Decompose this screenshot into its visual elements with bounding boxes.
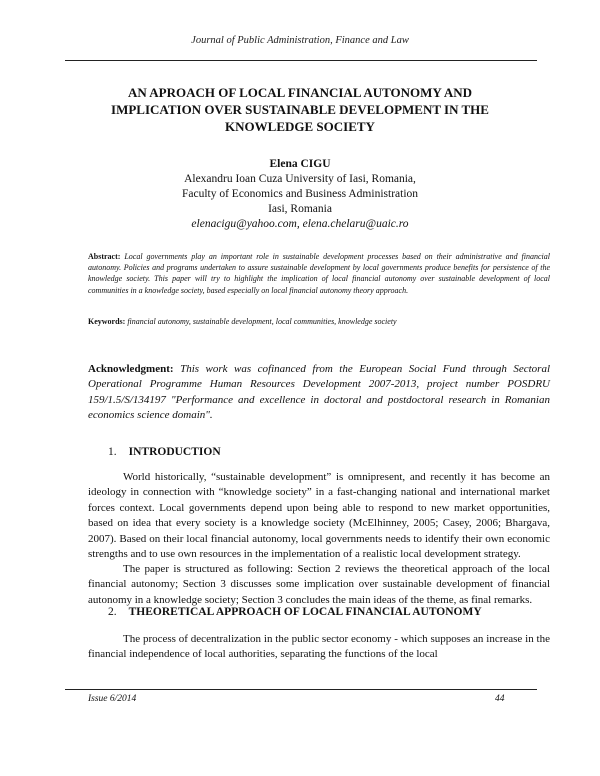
section-title: INTRODUCTION [128, 446, 221, 458]
section-number: 1. [108, 446, 117, 458]
page-number: 44 [495, 694, 505, 704]
paper-title [60, 84, 540, 135]
author-faculty: Faculty of Economics and Business Administration [181, 188, 419, 200]
author-block [0, 157, 600, 232]
journal-header: Journal of Public Administration, Finance and Law [191, 35, 409, 46]
acknowledgment-text: This work was cofinanced from the European Social Fund through Sectoral Operational Programme Human Resources Development 2007-2013, project number POSDRU 159/1.5/S/134197 "Performance and excellence in doctoral and postdoctoral research in Romanian economics science domain". [88, 363, 551, 422]
abstract [88, 251, 550, 296]
section-title: THEORETICAL APPROACH OF LOCAL FINANCIAL AUTONOMY [128, 606, 482, 618]
author-affiliation: Alexandru Ioan Cuza University of Iasi, Romania, [184, 173, 416, 185]
acknowledgment [88, 362, 550, 424]
author-name: Elena CIGU [269, 158, 331, 170]
author-emails: elenacigu@yahoo.com, elena.chelaru@uaic.ro [191, 218, 409, 230]
acknowledgment-label: Acknowledgment: [88, 363, 174, 375]
keywords-text: financial autonomy, sustainable development, local communities, knowledge society [127, 317, 397, 326]
author-city: Iasi, Romania [268, 203, 332, 215]
abstract-label: Abstract: [88, 252, 121, 261]
section-number: 2. [108, 606, 117, 618]
title-line: AN APROACH OF LOCAL FINANCIAL AUTONOMY AND [127, 85, 473, 100]
keywords-label: Keywords: [88, 317, 126, 326]
abstract-text: Local governments play an important role in sustainable development processes based on their administrative and financial autonomy. Policies and programs undertaken to assure sustainable development by local governments produce benefits for persistence of the knowledge society. This paper will try to highlight the implication of local financial autonomy over sustainable development of local communities in a knowledge society, based especially on local financial autonomy theory approach. [88, 252, 551, 295]
title-line: KNOWLEDGE SOCIETY [225, 119, 375, 134]
keywords [88, 316, 550, 327]
footer-issue: Issue 6/2014 [88, 694, 137, 704]
footer-rule [65, 689, 537, 690]
section-heading-introduction [108, 446, 221, 458]
paragraph: World historically, “sustainable development” is omnipresent, and recently it has become an ideology in connection with “knowledge society” in a fast-changing national and international market forces context. Local governments depend upon being able to respond to new market opportunities, based on idea that every society is a knowledge society (McElhinney, 2005; Casey, 2006; Bhargava, 2007). Based on their local financial autonomy, local governments needs to identify their own economic strengths and to use own resources in the implementation of a realistic local development strategy. [88, 471, 550, 561]
paragraph: The paper is structured as following: Section 2 reviews the theoretical approach of the local financial autonomy; Section 3 discusses some implication over sustainable development of financial autonomy in a knowledge society; Section 3 concludes the main ideas of the theme, as final remarks. [88, 563, 550, 606]
section-heading-theoretical [108, 606, 482, 618]
title-line: IMPLICATION OVER SUSTAINABLE DEVELOPMENT IN THE [111, 102, 489, 117]
paragraph: The process of decentralization in the public sector economy - which supposes an increase in the financial independence of local authorities, separating the functions of the local [88, 633, 550, 661]
header-rule [65, 60, 537, 61]
